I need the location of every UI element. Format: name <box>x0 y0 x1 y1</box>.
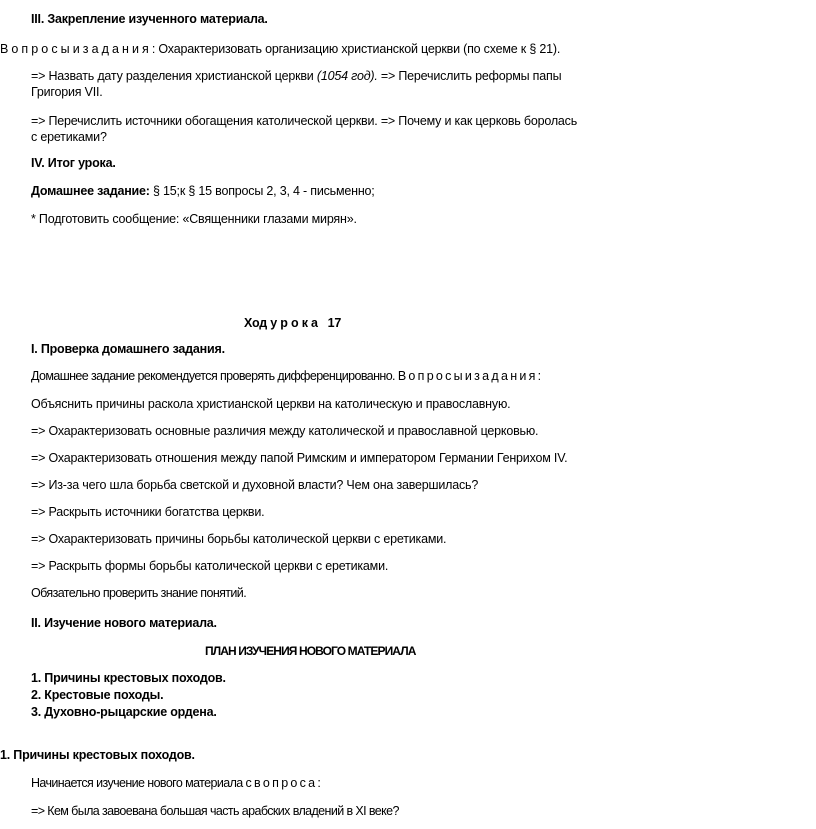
plan-item: 2. Крестовые походы. <box>31 688 164 702</box>
questions-label: В о п р о с ы и з а д а н и я : <box>0 42 156 56</box>
list-item: => Охарактеризовать основные различия между католической и православной церковью. <box>31 424 539 438</box>
part1-questions-label: В о п р о с ы и з а д а н и я : <box>397 369 541 383</box>
topic1-intro-line <box>31 775 320 791</box>
list-item: => Раскрыть формы борьбы католической церкви с еретиками. <box>31 559 389 573</box>
homework-line <box>31 183 375 199</box>
part1-intro: Домашнее задание рекомендуется проверять дифференцированно. <box>31 369 398 383</box>
homework-label: Домашнее задание: <box>31 184 150 198</box>
lesson-number: 17 <box>327 316 342 330</box>
section3-item2-line1: => Перечислить источники обогащения католической церкви. => Почему и как церковь боролась <box>31 114 578 128</box>
item1-date: (1054 год). <box>316 69 378 83</box>
item1-text-end: => Перечислить реформы папы <box>377 69 562 83</box>
lesson-title <box>244 315 341 331</box>
list-item: => Из-за чего шла борьба светской и духовной власти? Чем она завершилась? <box>31 478 479 492</box>
list-item: Объяснить причины раскола христианской церкви на католическую и православную. <box>31 397 511 411</box>
part1-heading: I. Проверка домашнего задания. <box>31 342 225 356</box>
section3-questions-line <box>0 41 560 57</box>
topic1-intro-label: с в о п р о с а : <box>245 776 321 790</box>
topic1-question: => Кем была завоевана большая часть арабских владений в XI веке? <box>31 804 399 818</box>
plan-item: 3. Духовно-рыцарские ордена. <box>31 705 217 719</box>
list-item: Обязательно проверить знание понятий. <box>31 586 247 600</box>
plan-title: ПЛАН ИЗУЧЕНИЯ НОВОГО МАТЕРИАЛА <box>205 644 416 658</box>
section3-item2-line2: с еретиками? <box>31 130 107 144</box>
section3-heading: III. Закрепление изученного материала. <box>31 12 268 26</box>
item1-text: => Назвать дату разделения христианской церкви <box>31 69 317 83</box>
homework-text: § 15;к § 15 вопросы 2, 3, 4 - письменно; <box>149 184 375 198</box>
plan-item: 1. Причины крестовых походов. <box>31 671 226 685</box>
extra-task: * Подготовить сообщение: «Священники глазами мирян». <box>31 212 357 226</box>
questions-text: Охарактеризовать организацию христианской церкви (по схеме к § 21). <box>155 42 561 56</box>
topic1-heading: 1. Причины крестовых походов. <box>0 748 195 762</box>
list-item: => Охарактеризовать причины борьбы католической церкви с еретиками. <box>31 532 447 546</box>
list-item: => Охарактеризовать отношения между папой Римским и императором Германии Генрихом IV. <box>31 451 568 465</box>
part2-heading: II. Изучение нового материала. <box>31 616 217 630</box>
lesson-label: Ход у р о к а <box>244 316 318 330</box>
part1-intro-line <box>31 368 541 384</box>
section4-heading: IV. Итог урока. <box>31 156 116 170</box>
list-item: => Раскрыть источники богатства церкви. <box>31 505 265 519</box>
topic1-intro: Начинается изучение нового материала <box>31 776 246 790</box>
section3-item1-line1 <box>31 68 561 84</box>
section3-item1-line2: Григория VII. <box>31 85 103 99</box>
